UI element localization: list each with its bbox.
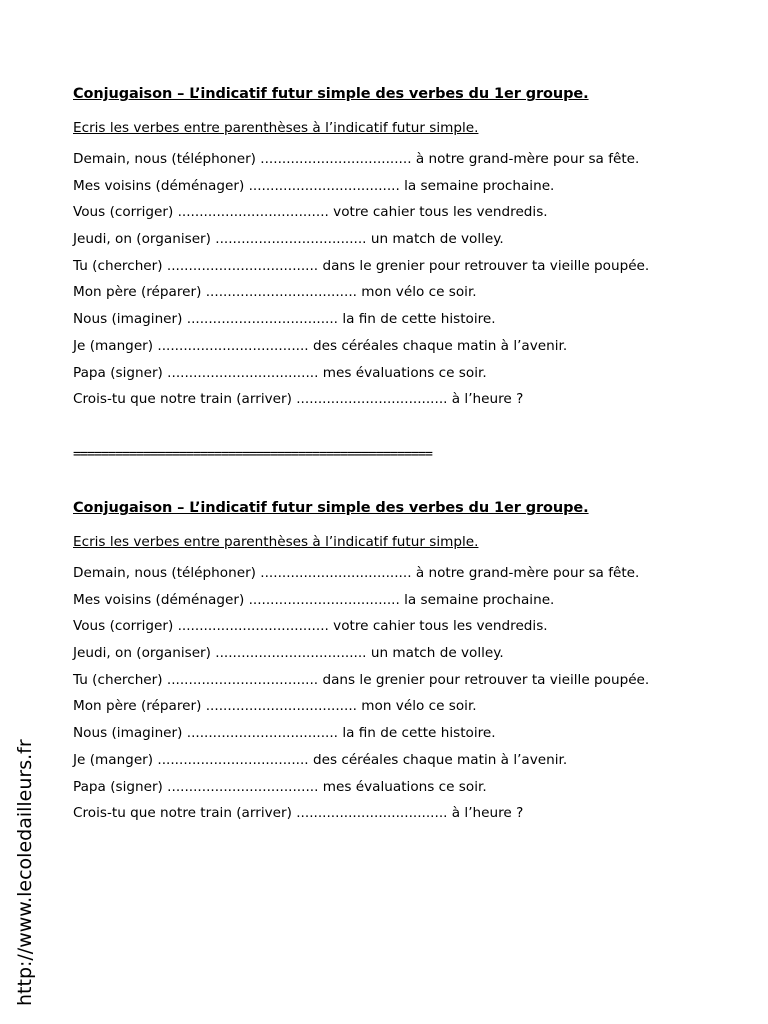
exercise-line: Papa (signer) ................................... mes évaluations ce soir. (73, 778, 487, 795)
exercise-line: Tu (chercher) ................................... dans le grenier pour retrouver ta vieille poupée. (73, 257, 650, 274)
exercise-line: Demain, nous (téléphoner) ................................... à notre grand-mère pour sa fête. (73, 565, 640, 581)
worksheet-1 (73, 86, 713, 413)
exercise-line: Vous (corriger) ................................... votre cahier tous les vendredis. (73, 204, 548, 221)
exercise-line: Crois-tu que notre train (arriver) ................................... à l’heure ? (73, 805, 524, 822)
section-separator: =================================================== (73, 446, 432, 462)
exercise-line: Demain, nous (téléphoner) ................................... à notre grand-mère pour sa fête. (73, 151, 640, 167)
exercise-line: Nous (imaginer) ................................... la fin de cette histoire. (73, 725, 496, 742)
exercise-line: Mes voisins (déménager) ................................... la semaine prochaine. (73, 177, 555, 194)
exercise-list (73, 560, 713, 827)
exercise-line: Tu (chercher) ................................... dans le grenier pour retrouver ta vieille poupée. (73, 671, 650, 688)
exercise-line: Jeudi, on (organiser) ................................... un match de volley. (73, 231, 504, 248)
worksheet-instruction: Ecris les verbes entre parenthèses à l’indicatif futur simple. (73, 534, 479, 550)
exercise-line: Nous (imaginer) ................................... la fin de cette histoire. (73, 311, 496, 328)
exercise-line: Je (manger) ................................... des céréales chaque matin à l’avenir. (73, 751, 568, 768)
exercise-line: Mes voisins (déménager) ................................... la semaine prochaine. (73, 591, 555, 608)
worksheet-title: Conjugaison – L’indicatif futur simple des verbes du 1er groupe. (73, 86, 589, 102)
exercise-line: Mon père (réparer) ................................... mon vélo ce soir. (73, 284, 477, 301)
worksheet-2 (73, 500, 713, 827)
exercise-line: Mon père (réparer) ................................... mon vélo ce soir. (73, 698, 477, 715)
exercise-line: Crois-tu que notre train (arriver) ................................... à l’heure ? (73, 391, 524, 408)
website-watermark: http://www.lecoledailleurs.fr (14, 739, 36, 1006)
exercise-line: Jeudi, on (organiser) ................................... un match de volley. (73, 645, 504, 662)
worksheet-instruction: Ecris les verbes entre parenthèses à l’indicatif futur simple. (73, 120, 479, 136)
exercise-line: Je (manger) ................................... des céréales chaque matin à l’avenir. (73, 337, 568, 354)
exercise-line: Vous (corriger) ................................... votre cahier tous les vendredis. (73, 618, 548, 635)
exercise-line: Papa (signer) ................................... mes évaluations ce soir. (73, 364, 487, 381)
worksheet-title: Conjugaison – L’indicatif futur simple des verbes du 1er groupe. (73, 500, 589, 516)
exercise-list (73, 146, 713, 413)
